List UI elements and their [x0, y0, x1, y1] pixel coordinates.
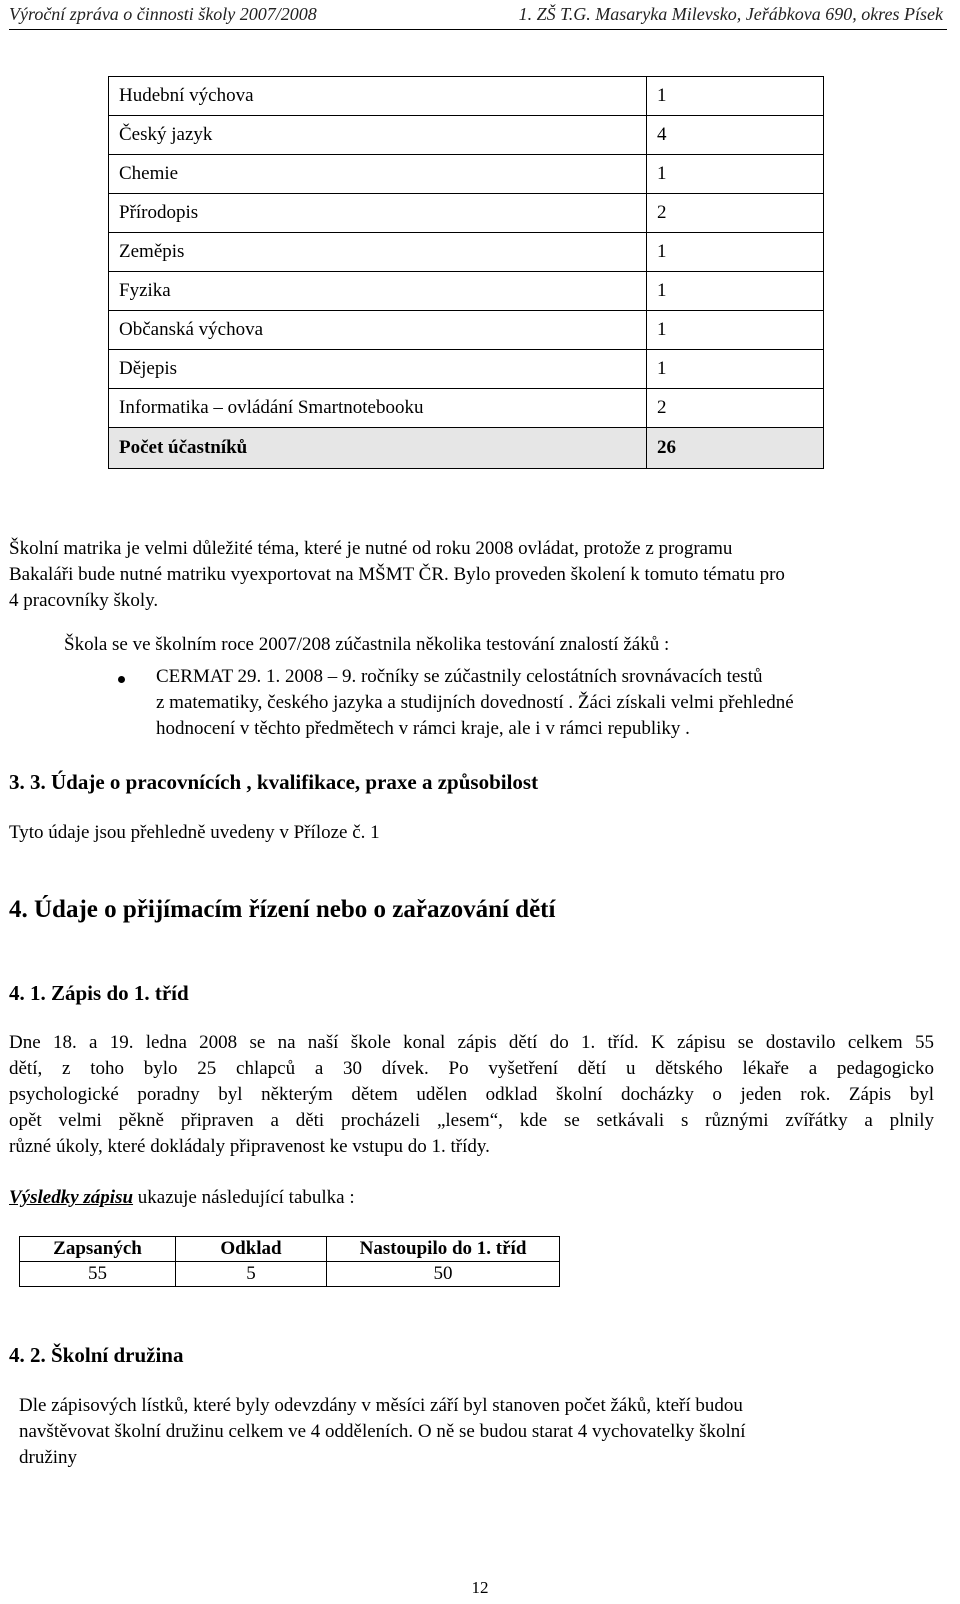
results-rest: ukazuje následující tabulka :: [133, 1187, 355, 1208]
results-intro: [9, 1185, 355, 1211]
results-header-cell: Nastoupilo do 1. tříd: [327, 1237, 560, 1262]
total-count: 26: [647, 428, 824, 469]
section-4-heading: 4. Údaje o přijímacím řízení nebo o zařazování dětí: [9, 896, 556, 923]
results-table: [19, 1236, 560, 1287]
total-label: Počet účastníků: [109, 428, 647, 469]
subject-count: 1: [647, 155, 824, 194]
subject-name: Hudební výchova: [109, 77, 647, 116]
bullet-line: z matematiky, českého jazyka a studijních dovedností . Žáci získali velmi přehledné: [156, 692, 794, 713]
subject-count: 2: [647, 389, 824, 428]
paragraph-line: Dle zápisových lístků, které byly odevzdány v měsíci září byl stanoven počet žáků, kteří budou: [19, 1395, 743, 1416]
subject-name: Český jazyk: [109, 116, 647, 155]
section-3-3-text: Tyto údaje jsou přehledně uvedeny v Příloze č. 1: [9, 822, 380, 843]
subject-name: Občanská výchova: [109, 311, 647, 350]
section-3-3-heading: 3. 3. Údaje o pracovnících , kvalifikace, praxe a způsobilost: [9, 770, 539, 794]
subject-count: 4: [647, 116, 824, 155]
matrika-line: Bakaláři bude nutné matriku vyexportovat na MŠMT ČR. Bylo proveden školení k tomuto tématu pro: [9, 564, 785, 585]
testing-bullet: [156, 664, 794, 742]
results-value-cell: 5: [176, 1262, 327, 1287]
header-rule: [9, 29, 947, 30]
paragraph-line: družiny: [19, 1447, 78, 1468]
subject-row: [109, 350, 824, 389]
subject-row: [109, 155, 824, 194]
subject-count: 2: [647, 194, 824, 233]
subject-count: 1: [647, 350, 824, 389]
subjects-table-body: [109, 77, 824, 428]
header-left: Výroční zpráva o činnosti školy 2007/2008: [9, 4, 317, 24]
paragraph-line: opět velmi pěkně připraven a děti procházeli „lesem“, kde se setkávali s různými zvířátky a plnily: [9, 1110, 934, 1131]
subject-row: [109, 389, 824, 428]
subject-row: [109, 116, 824, 155]
header-right: 1. ZŠ T.G. Masaryka Milevsko, Jeřábkova 690, okres Písek: [518, 4, 943, 24]
results-header-cell: Zapsaných: [20, 1237, 176, 1262]
subject-name: Zeměpis: [109, 233, 647, 272]
page-header: [9, 4, 949, 28]
subject-row: [109, 194, 824, 233]
matrika-paragraph: [9, 536, 949, 614]
paragraph-line: různé úkoly, které dokládaly připravenost ke vstupu do 1. třídy.: [9, 1136, 490, 1157]
results-header-row: [20, 1237, 560, 1262]
subject-row: [109, 272, 824, 311]
subject-name: Fyzika: [109, 272, 647, 311]
results-value-cell: 55: [20, 1262, 176, 1287]
subject-count: 1: [647, 233, 824, 272]
bullet-line: hodnocení v těchto předmětech v rámci kraje, ale i v rámci republiky .: [156, 718, 690, 739]
section-4-2-heading: 4. 2. Školní družina: [9, 1343, 184, 1367]
bullet-line: CERMAT 29. 1. 2008 – 9. ročníky se zúčastnily celostátních srovnávacích testů: [156, 666, 763, 687]
testing-intro: Škola se ve školním roce 2007/208 zúčastnila několika testování znalostí žáků :: [64, 634, 670, 655]
bullet-icon: [118, 676, 125, 683]
section-4-1-heading: 4. 1. Zápis do 1. tříd: [9, 981, 189, 1005]
subject-name: Přírodopis: [109, 194, 647, 233]
results-label: Výsledky zápisu: [9, 1187, 134, 1208]
subject-count: 1: [647, 77, 824, 116]
subject-count: 1: [647, 311, 824, 350]
paragraph-line: psychologické poradny byl některým dětem udělen odklad školní docházky o jeden rok. Zápis byl: [9, 1084, 934, 1105]
paragraph-line: navštěvovat školní družinu celkem ve 4 odděleních. O ně se budou starat 4 vychovatelky školní: [19, 1421, 746, 1442]
matrika-line: 4 pracovníky školy.: [9, 590, 159, 611]
subject-row: [109, 77, 824, 116]
subject-row: [109, 233, 824, 272]
subjects-table: [108, 76, 824, 469]
paragraph-line: Dne 18. a 19. ledna 2008 se na naší škole konal zápis dětí do 1. tříd. K zápisu se dostavilo celkem 55: [9, 1032, 934, 1053]
subject-row: [109, 311, 824, 350]
section-4-2-paragraph: [19, 1393, 919, 1471]
subject-count: 1: [647, 272, 824, 311]
results-header-cell: Odklad: [176, 1237, 327, 1262]
subject-name: Informatika – ovládání Smartnotebooku: [109, 389, 647, 428]
subjects-total-row: [109, 428, 824, 469]
results-value-row: [20, 1262, 560, 1287]
results-value-cell: 50: [327, 1262, 560, 1287]
subject-name: Chemie: [109, 155, 647, 194]
matrika-line: Školní matrika je velmi důležité téma, které je nutné od roku 2008 ovládat, protože z programu: [9, 538, 733, 559]
subject-name: Dějepis: [109, 350, 647, 389]
page-number: 12: [471, 1578, 489, 1597]
section-4-1-paragraph: [9, 1030, 934, 1160]
paragraph-line: dětí, z toho bylo 25 chlapců a 30 dívek. Po vyšetření dětí u dětského lékaře a pedagogicko: [9, 1058, 934, 1079]
